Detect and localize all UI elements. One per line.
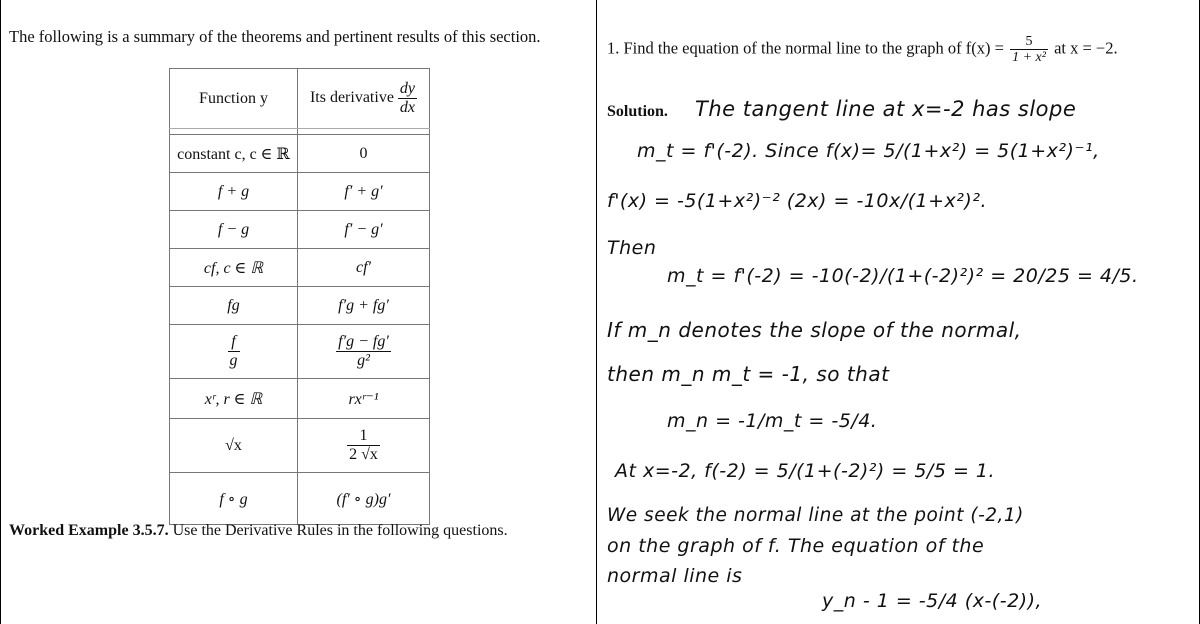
solution-label: Solution. [607, 103, 668, 120]
handwritten-line: We seek the normal line at the point (-2,1) [607, 505, 1024, 526]
handwritten-line: m_n = -1/m_t = -5/4. [667, 410, 878, 432]
handwritten-line: f'(x) = -5(1+x²)⁻² (2x) = -10x/(1+x²)². [607, 190, 987, 212]
table-row [170, 325, 430, 379]
derivative-cell: cf′ [298, 249, 430, 287]
dy: dy [399, 80, 416, 98]
function-cell: √x [170, 419, 298, 473]
function-cell: cf, c ∈ ℝ [170, 249, 298, 287]
table-row [170, 249, 430, 287]
table-row [170, 473, 430, 525]
header-derivative-label: Its derivative [309, 89, 394, 107]
function-cell: f − g [170, 211, 298, 249]
sqrt-derivative-fraction [347, 427, 380, 463]
derivative-cell: rxʳ⁻¹ [298, 379, 430, 419]
table-row [170, 287, 430, 325]
derivative-cell [298, 419, 430, 473]
fraction-numerator: 1 [347, 427, 380, 446]
table-row [170, 419, 430, 473]
problem-statement [607, 34, 1118, 66]
function-cell: constant c, c ∈ ℝ [170, 135, 298, 173]
handwritten-line: At x=-2, f(-2) = 5/(1+(-2)²) = 5/5 = 1. [615, 460, 996, 482]
fraction-numerator: f [228, 333, 240, 352]
table-header-row [170, 69, 430, 129]
derivative-cell: f′ + g′ [298, 173, 430, 211]
function-cell: fg [170, 287, 298, 325]
derivative-cell [298, 325, 430, 379]
handwritten-line: m_t = f'(-2). Since f(x)= 5/(1+x²) = 5(1+x²)⁻¹, [637, 140, 1100, 162]
function-cell [170, 325, 298, 379]
problem-prefix: 1. Find the equation of the normal line to the graph of f(x) = [607, 38, 1004, 58]
handwritten-line: Then [607, 237, 657, 259]
right-panel [597, 0, 1200, 624]
worked-example-text: Use the Derivative Rules in the following questions. [172, 522, 508, 539]
table-row [170, 211, 430, 249]
handwritten-line: then m_n m_t = -1, so that [607, 362, 890, 386]
derivative-cell: f′g + fg′ [298, 287, 430, 325]
table-row [170, 379, 430, 419]
problem-suffix: at x = −2. [1054, 38, 1118, 58]
intro-text: The following is a summary of the theorems and pertinent results of this section. [9, 27, 541, 46]
derivative-cell: 0 [298, 135, 430, 173]
worked-example [9, 522, 508, 540]
derivative-cell: f′ − g′ [298, 211, 430, 249]
handwritten-line: m_t = f'(-2) = -10(-2)/(1+(-2)²)² = 20/25 = 4/5. [667, 265, 1139, 287]
handwritten-line: The tangent line at x=-2 has slope [695, 97, 1077, 121]
fraction-numerator: 5 [1010, 34, 1048, 50]
function-cell: f + g [170, 173, 298, 211]
fraction-denominator: g [229, 352, 238, 369]
header-derivative [298, 69, 430, 129]
dx: dx [399, 99, 416, 116]
derivative-rules-table [169, 68, 430, 525]
function-cell: xʳ, r ∈ ℝ [170, 379, 298, 419]
f-over-g-fraction [228, 333, 240, 369]
worked-example-title: Worked Example 3.5.7. [9, 522, 169, 539]
quotient-rule-fraction [336, 333, 391, 369]
fraction-numerator: f′g − fg′ [338, 333, 389, 351]
dy-dx-fraction [398, 80, 417, 116]
derivative-cell: (f′ ∘ g)g′ [298, 473, 430, 525]
fraction-denominator: g² [357, 352, 370, 369]
left-panel [0, 0, 597, 624]
table-row [170, 173, 430, 211]
handwritten-line: normal line is [607, 565, 743, 587]
header-function: Function y [170, 69, 298, 129]
fraction-denominator: 1 + x² [1012, 50, 1046, 66]
handwritten-line: on the graph of f. The equation of the [607, 535, 985, 557]
handwritten-line: y_n - 1 = -5/4 (x-(-2)), [822, 590, 1043, 612]
function-cell: f ∘ g [170, 473, 298, 525]
fraction-denominator: 2 √x [349, 446, 378, 463]
table-row [170, 135, 430, 173]
problem-fraction [1010, 34, 1048, 66]
handwritten-line: If m_n denotes the slope of the normal, [607, 318, 1022, 342]
